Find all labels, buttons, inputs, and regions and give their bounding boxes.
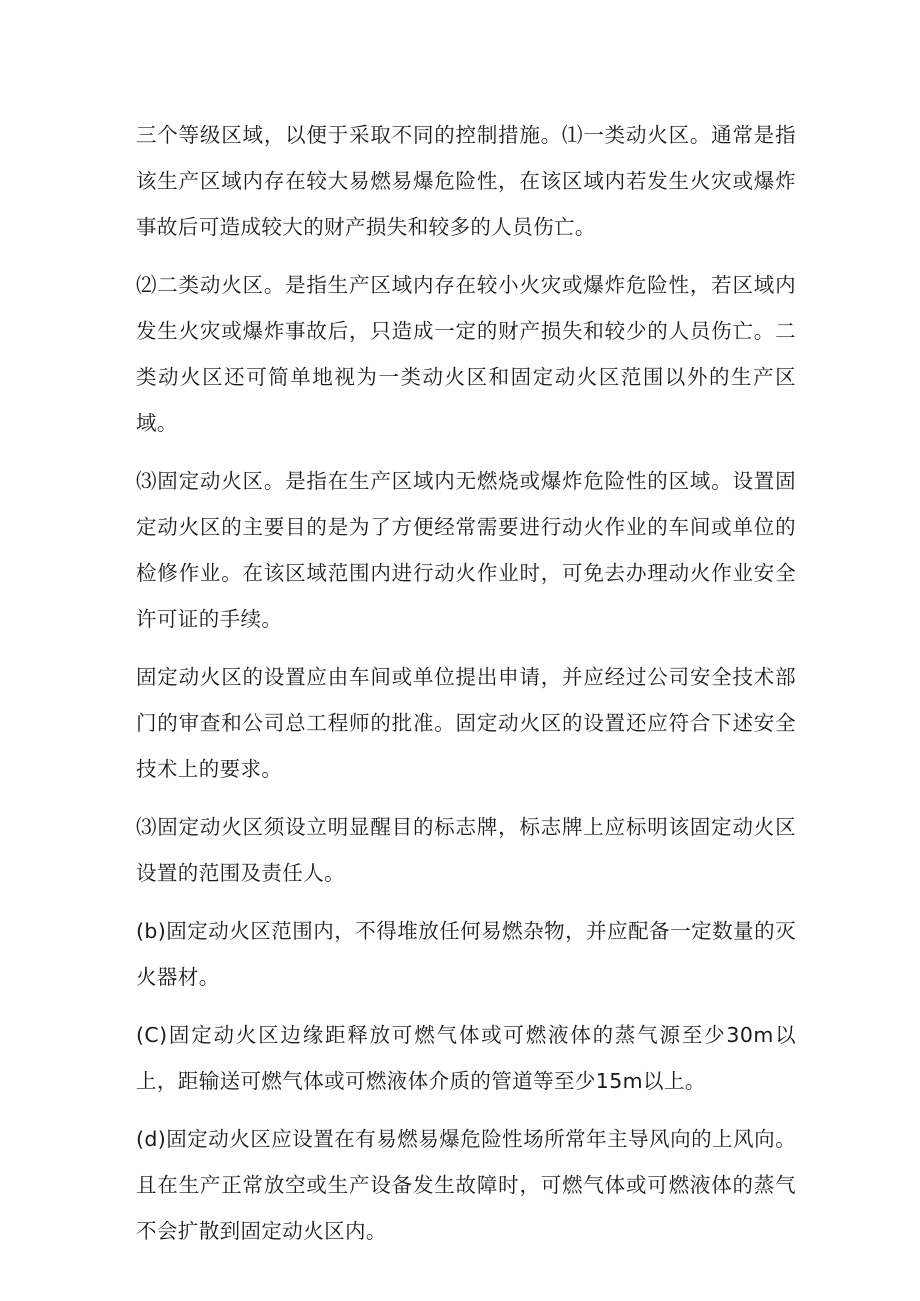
document-body (136, 112, 796, 1266)
paragraph-class-two-zone: ⑵二类动火区。是指生产区域内存在较小火灾或爆炸危险性，若区域内发生火灾或爆炸事故后，只造成一定的财产损失和较少的人员伤亡。二类动火区还可简单地视为一类动火区和固定动火区范围以外的生产区域。 (136, 273, 796, 435)
paragraph-requirement-c: (C)固定动火区边缘距释放可燃气体或可燃液体的蒸气源至少30m以上，距输送可燃气体或可燃液体介质的管道等至少15m以上。 (136, 1023, 796, 1093)
paragraph-fixed-zone-approval: 固定动火区的设置应由车间或单位提出申请，并应经过公司安全技术部门的审查和公司总工程师的批准。固定动火区的设置还应符合下述安全技术上的要求。 (136, 665, 796, 781)
paragraph-requirement-b: (b)固定动火区范围内，不得堆放任何易燃杂物，并应配备一定数量的灭火器材。 (136, 919, 796, 989)
paragraph-requirement-signage: ⑶固定动火区须设立明显醒目的标志牌，标志牌上应标明该固定动火区设置的范围及责任人。 (136, 815, 796, 885)
paragraph-requirement-d: (d)固定动火区应设置在有易燃易爆危险性场所常年主导风向的上风向。且在生产正常放空或生产设备发生故障时，可燃气体或可燃液体的蒸气不会扩散到固定动火区内。 (136, 1127, 796, 1243)
paragraph-fire-zone-classes: 三个等级区域，以便于采取不同的控制措施。⑴一类动火区。通常是指该生产区域内存在较大易燃易爆危险性，在该区域内若发生火灾或爆炸事故后可造成较大的财产损失和较多的人员伤亡。 (136, 123, 796, 239)
paragraph-fixed-zone: ⑶固定动火区。是指在生产区域内无燃烧或爆炸危险性的区域。设置固定动火区的主要目的是为了方便经常需要进行动火作业的车间或单位的检修作业。在该区域范围内进行动火作业时，可免去办理动火作业安全许可证的手续。 (136, 469, 796, 631)
